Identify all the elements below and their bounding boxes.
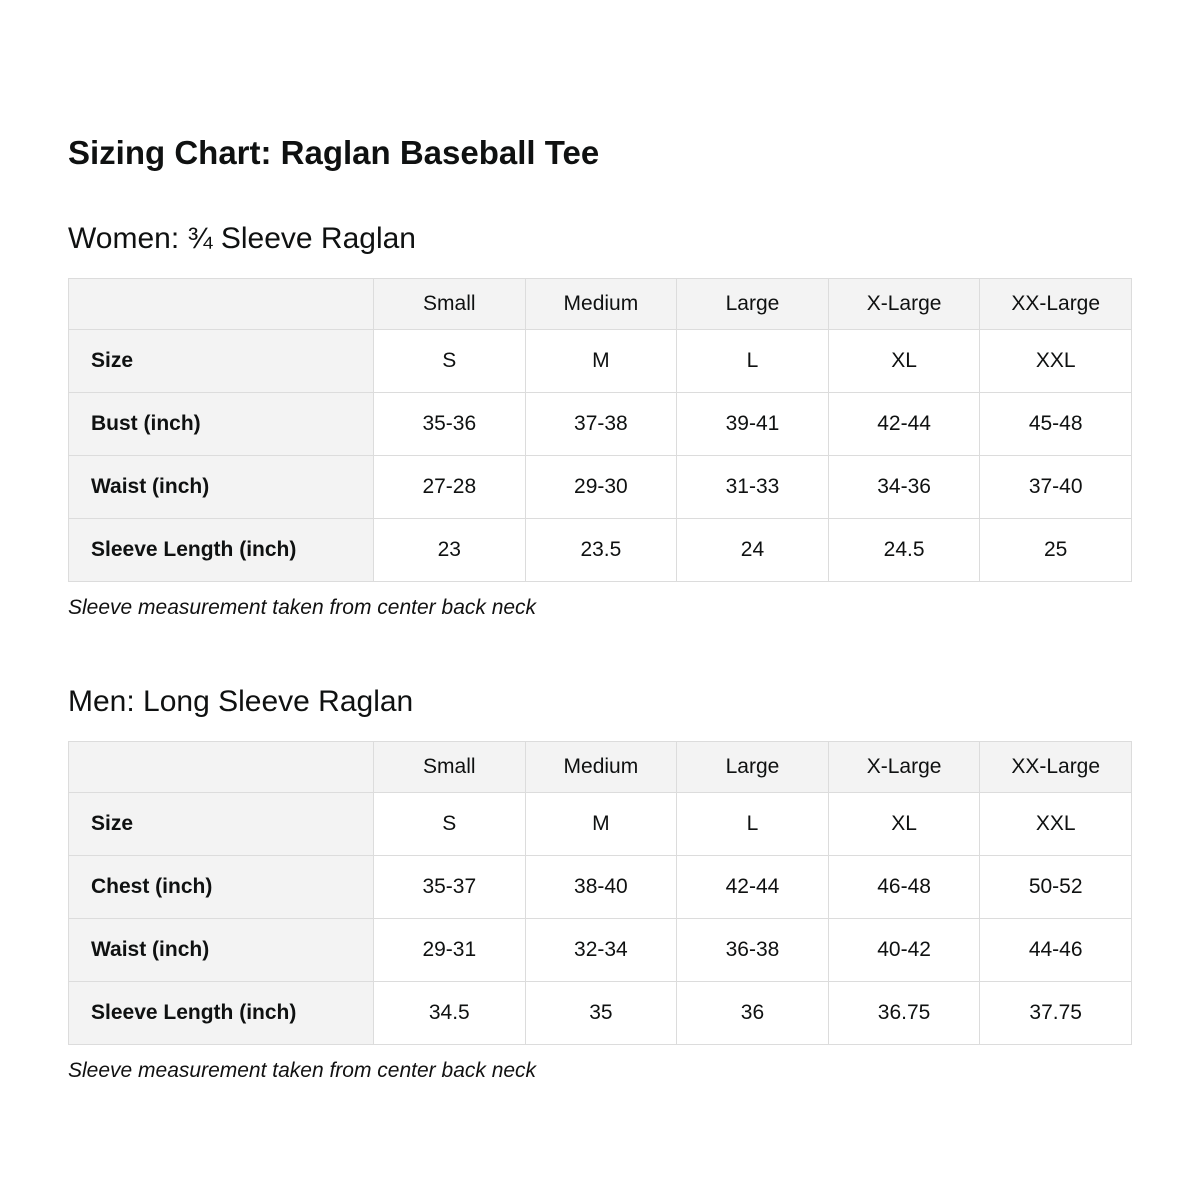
- column-header-cell: Large: [677, 279, 829, 330]
- data-cell: 32-34: [525, 919, 677, 982]
- data-cell: 38-40: [525, 856, 677, 919]
- column-header-cell: Small: [374, 742, 526, 793]
- page-title: Sizing Chart: Raglan Baseball Tee: [68, 134, 600, 171]
- data-cell: 44-46: [980, 919, 1132, 982]
- data-cell: 25: [980, 519, 1132, 582]
- data-cell: M: [525, 793, 677, 856]
- column-header-cell: Medium: [525, 742, 677, 793]
- column-header-cell: X-Large: [828, 279, 980, 330]
- data-cell: 46-48: [828, 856, 980, 919]
- data-cell: 42-44: [828, 393, 980, 456]
- sizing-chart-page: [68, 0, 1132, 1084]
- data-cell: 50-52: [980, 856, 1132, 919]
- data-cell: XL: [828, 793, 980, 856]
- data-cell: 37-38: [525, 393, 677, 456]
- column-header-cell: XX-Large: [980, 742, 1132, 793]
- row-label-cell: Waist (inch): [69, 919, 374, 982]
- data-cell: 37.75: [980, 982, 1132, 1045]
- corner-cell: [69, 742, 374, 793]
- data-cell: 36: [677, 982, 829, 1045]
- data-cell: 29-30: [525, 456, 677, 519]
- row-label-cell: Sleeve Length (inch): [69, 519, 374, 582]
- table-row: [69, 856, 1132, 919]
- column-header-cell: Medium: [525, 279, 677, 330]
- section-heading-women: Women: ¾ Sleeve Raglan: [68, 222, 416, 255]
- data-cell: 39-41: [677, 393, 829, 456]
- data-cell: 23: [374, 519, 526, 582]
- data-cell: 29-31: [374, 919, 526, 982]
- data-cell: L: [677, 330, 829, 393]
- data-cell: 35: [525, 982, 677, 1045]
- column-header-row: [69, 279, 1132, 330]
- row-label-cell: Size: [69, 330, 374, 393]
- data-cell: 35-37: [374, 856, 526, 919]
- row-label-cell: Waist (inch): [69, 456, 374, 519]
- data-cell: 24: [677, 519, 829, 582]
- data-cell: 23.5: [525, 519, 677, 582]
- row-label-cell: Size: [69, 793, 374, 856]
- table-row: [69, 393, 1132, 456]
- data-cell: L: [677, 793, 829, 856]
- column-header-cell: Small: [374, 279, 526, 330]
- table-row: [69, 919, 1132, 982]
- data-cell: 36.75: [828, 982, 980, 1045]
- data-cell: 24.5: [828, 519, 980, 582]
- data-cell: S: [374, 793, 526, 856]
- table-row: [69, 330, 1132, 393]
- corner-cell: [69, 279, 374, 330]
- data-cell: XXL: [980, 793, 1132, 856]
- column-header-cell: Large: [677, 742, 829, 793]
- section-heading-men: Men: Long Sleeve Raglan: [68, 685, 414, 718]
- women-size-table: [68, 278, 1132, 582]
- table-row: [69, 456, 1132, 519]
- table-row: [69, 519, 1132, 582]
- data-cell: 42-44: [677, 856, 829, 919]
- data-cell: S: [374, 330, 526, 393]
- men-size-table: [68, 741, 1132, 1045]
- data-cell: XXL: [980, 330, 1132, 393]
- data-cell: 37-40: [980, 456, 1132, 519]
- data-cell: 34-36: [828, 456, 980, 519]
- data-cell: 36-38: [677, 919, 829, 982]
- row-label-cell: Chest (inch): [69, 856, 374, 919]
- data-cell: M: [525, 330, 677, 393]
- data-cell: 45-48: [980, 393, 1132, 456]
- row-label-cell: Bust (inch): [69, 393, 374, 456]
- men-table-note: Sleeve measurement taken from center back neck: [68, 1059, 537, 1082]
- data-cell: XL: [828, 330, 980, 393]
- data-cell: 34.5: [374, 982, 526, 1045]
- women-table-note: Sleeve measurement taken from center back neck: [68, 596, 537, 619]
- column-header-cell: X-Large: [828, 742, 980, 793]
- column-header-row: [69, 742, 1132, 793]
- data-cell: 40-42: [828, 919, 980, 982]
- data-cell: 27-28: [374, 456, 526, 519]
- data-cell: 31-33: [677, 456, 829, 519]
- table-row: [69, 793, 1132, 856]
- column-header-cell: XX-Large: [980, 279, 1132, 330]
- data-cell: 35-36: [374, 393, 526, 456]
- row-label-cell: Sleeve Length (inch): [69, 982, 374, 1045]
- table-row: [69, 982, 1132, 1045]
